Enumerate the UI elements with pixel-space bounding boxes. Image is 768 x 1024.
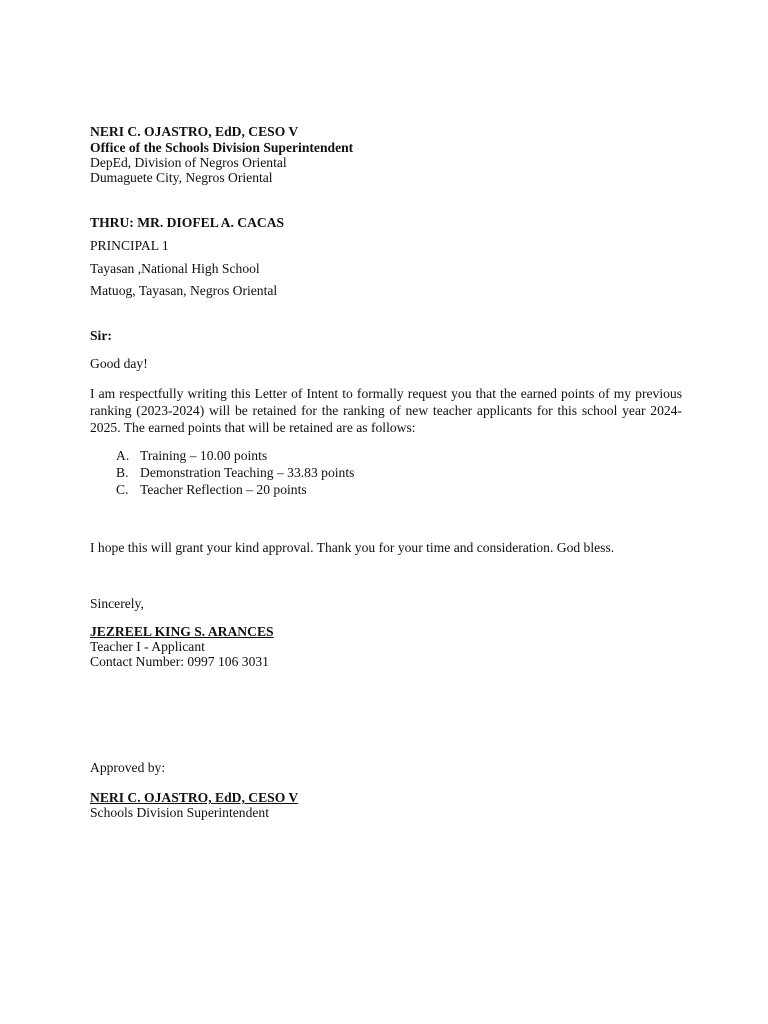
closing: Sincerely, [90,596,144,611]
thru-line: THRU: MR. DIOFEL A. CACAS [90,215,285,230]
list-item [116,482,307,497]
body-paragraph: I am respectfully writing this Letter of Intent to formally request you that the earned points of my previous ranking (2023-2024) will be retained for the ranking of new teacher applicants for this school year 2024-2025. The earned points that will be retained are as follows: [90,386,682,435]
recipient-name: NERI C. OJASTRO, EdD, CESO V [90,124,299,139]
sender-title: Teacher I - Applicant [90,639,205,654]
list-marker: B. [116,465,129,480]
salutation: Sir: [90,328,112,343]
thru-address: Matuog, Tayasan, Negros Oriental [90,283,278,298]
recipient-office: Office of the Schools Division Superintendent [90,140,354,155]
sender-contact: Contact Number: 0997 106 3031 [90,654,269,669]
thru-position: PRINCIPAL 1 [90,238,169,253]
approval-label: Approved by: [90,760,166,775]
list-text: Teacher Reflection – 20 points [140,482,307,497]
list-text: Demonstration Teaching – 33.83 points [140,465,355,480]
list-marker: C. [116,482,129,497]
list-item [116,448,267,463]
greeting: Good day! [90,356,148,371]
thru-school: Tayasan ,National High School [90,261,260,276]
list-marker: A. [116,448,130,463]
approver-title: Schools Division Superintendent [90,805,269,820]
approver-name: NERI C. OJASTRO, EdD, CESO V [90,790,299,805]
sender-name: JEZREEL KING S. ARANCES [90,624,274,639]
recipient-city: Dumaguete City, Negros Oriental [90,170,273,185]
closing-paragraph: I hope this will grant your kind approval. Thank you for your time and consideration. God bless. [90,540,615,555]
list-text: Training – 10.00 points [140,448,268,463]
recipient-division: DepEd, Division of Negros Oriental [90,155,287,170]
list-item [116,465,354,480]
